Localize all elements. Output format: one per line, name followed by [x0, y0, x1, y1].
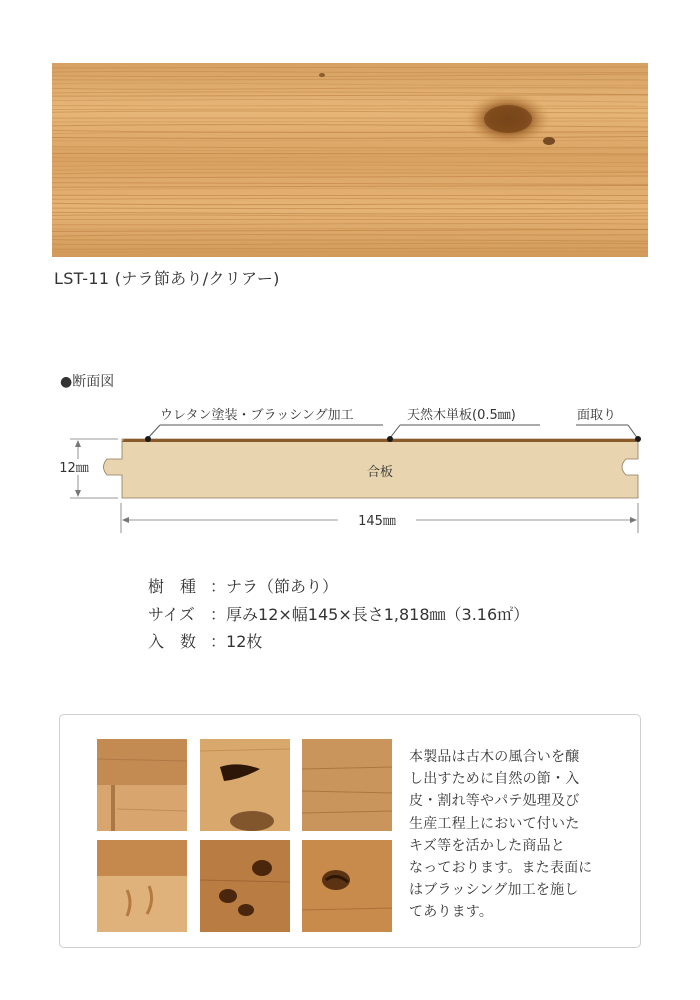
spec-key: サイズ [148, 604, 195, 624]
spec-separator: ： [210, 577, 227, 596]
veneer-layer [122, 439, 636, 442]
wood-grain-line [52, 118, 648, 119]
description-line: はブラッシング加工を施し [409, 882, 579, 899]
finish-label: ウレタン塗装・ブラッシング加工 [160, 408, 354, 423]
spec-list [148, 573, 529, 656]
spec-row-size [148, 601, 529, 629]
veneer-label: 天然木単板(0.5㎜) [407, 408, 516, 423]
spec-key: 入 数 [148, 632, 197, 651]
width-label: 145㎜ [358, 514, 396, 529]
spec-value: 厚み12×幅145×長さ1,818㎜（3.16㎡） [226, 604, 530, 624]
texture-thumb-3 [302, 739, 392, 831]
veneer-point [387, 436, 393, 442]
cross-section-title: ●断面図 [60, 374, 115, 390]
description-line: なっております。また表面に [409, 860, 593, 877]
spec-row-quantity [148, 628, 529, 656]
wood-grain-line [52, 195, 648, 196]
texture-thumb-5 [200, 840, 290, 932]
wood-grain-line [52, 251, 648, 252]
chamfer-point [635, 436, 641, 442]
texture-thumb-1 [97, 739, 187, 831]
product-code-label: LST-11 (ナラ節あり/クリアー) [54, 269, 280, 288]
thickness-label: 12㎜ [59, 461, 89, 476]
finish-leader-line [148, 425, 160, 438]
texture-thumb-2 [200, 739, 290, 831]
spec-row-species [148, 573, 529, 601]
chamfer-label: 面取り [577, 408, 617, 423]
texture-thumb-6 [302, 840, 392, 932]
description-line: し出すために自然の節・入 [409, 771, 580, 788]
description-line: キズ等を活かした商品と [409, 837, 565, 854]
description-line: 皮・割れ等やパテ処理及び [409, 793, 580, 810]
spec-separator: ： [210, 604, 227, 624]
finish-point [145, 436, 151, 442]
description-line: 生産工程上において付いた [409, 815, 580, 832]
spec-key: 樹 種 [148, 577, 197, 596]
wood-plank-image [52, 63, 648, 257]
veneer-leader-line [390, 425, 400, 438]
spec-value: ナラ（節あり） [226, 577, 339, 596]
spec-value: 12枚 [226, 632, 263, 651]
description-line: 本製品は古木の風合いを醸 [409, 749, 580, 765]
cross-section-diagram [0, 395, 700, 549]
spec-separator: ： [210, 632, 227, 651]
texture-thumb-4 [97, 840, 187, 932]
core-label: 合板 [366, 465, 394, 480]
feature-description [409, 746, 619, 924]
description-line: てあります。 [409, 904, 494, 921]
